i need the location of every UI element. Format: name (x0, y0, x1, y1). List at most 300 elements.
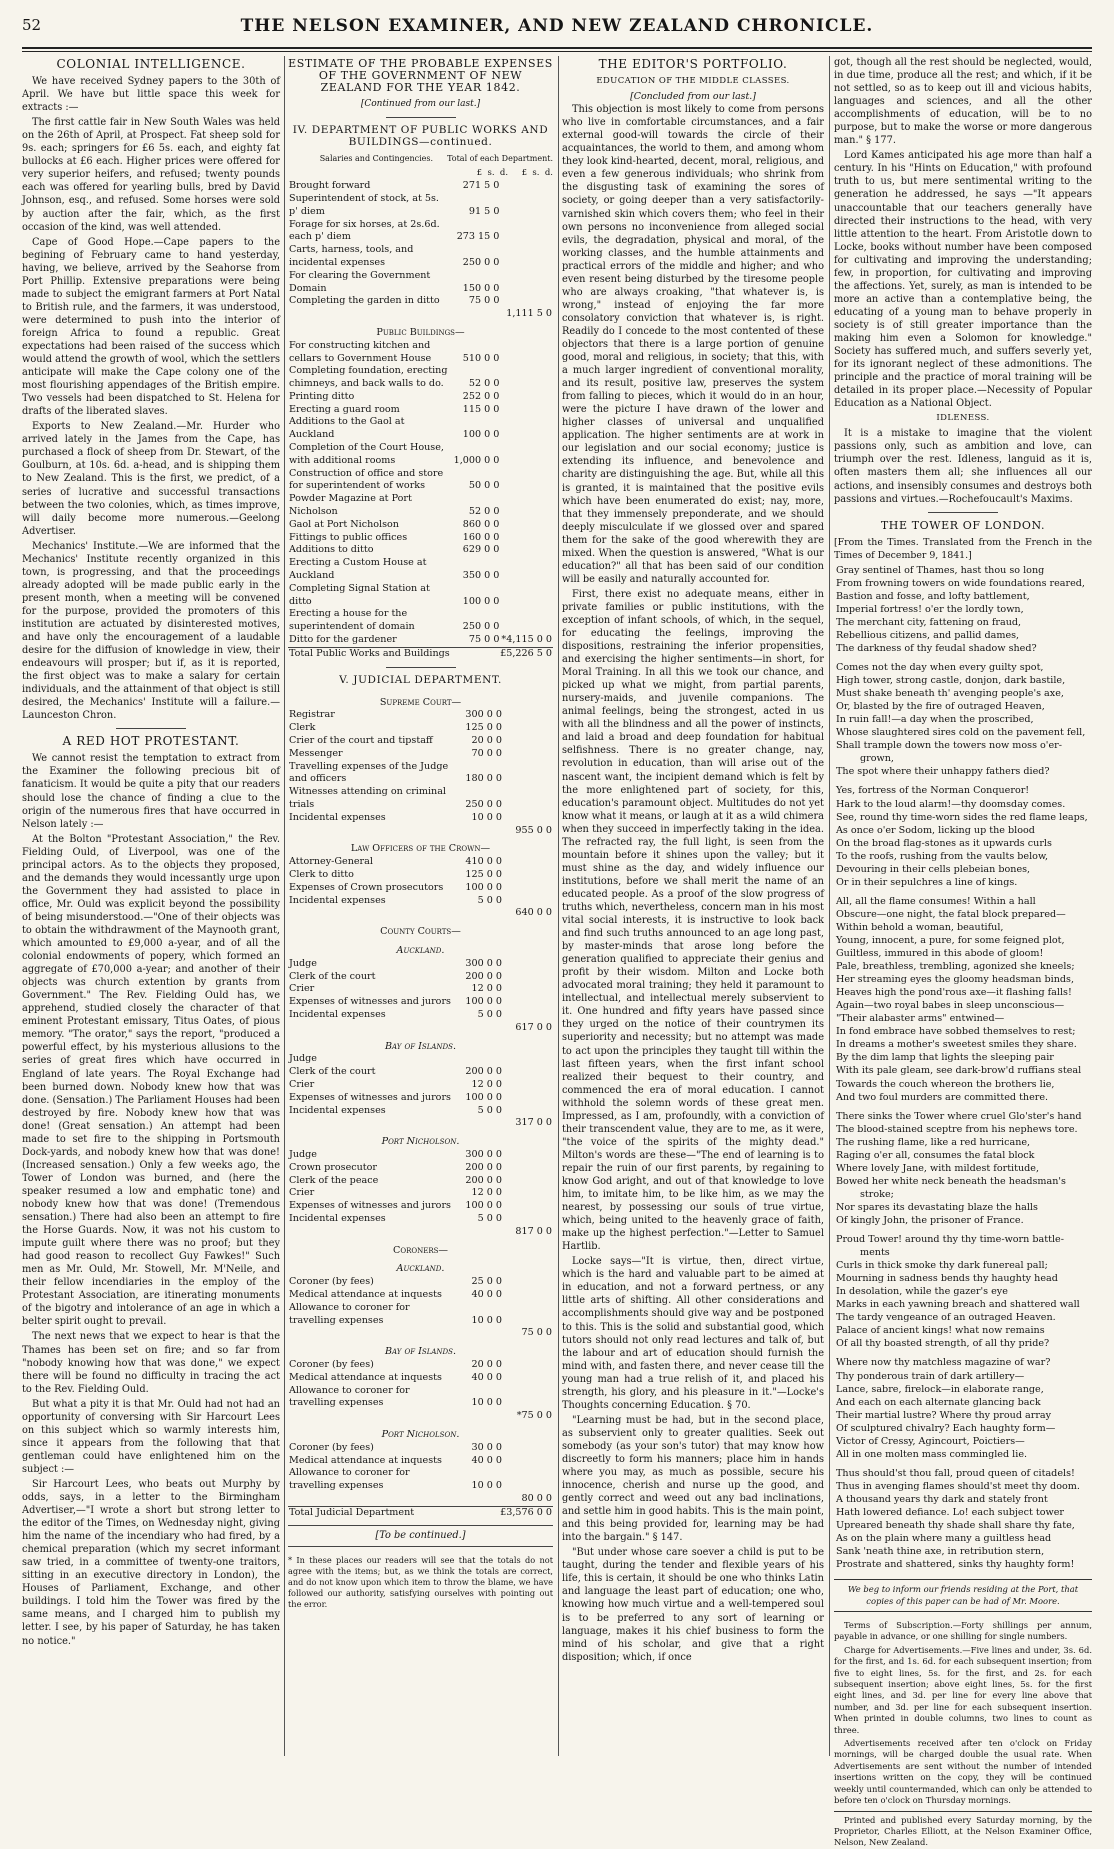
item-amount: 300 0 0 (465, 957, 502, 969)
poem-line: The darkness of thy feudal shadow shed? (836, 643, 1037, 655)
masthead-rule-thin (22, 51, 1092, 52)
article-paragraph: Cape of Good Hope.—Cape papers to the begining of February came to hand yesterday, having, we believe, arrived by the Seahorse from Port Phillip. Extensive preparations were being made to subject the emigrant farmers at Port Natal to British rule, and the farmers, it was understood, were determined to push into the interior of foreign Africa to found a republic. Great expectations had been raised of the success which would attend the growth of wool, which the settlers anticipate will make the Cape colony one of the most flourishing appendages of the British empire. Two vessels had been dispatched to St. Helena for drafts of the liberated slaves. (22, 236, 280, 418)
section-divider (928, 512, 998, 513)
article-paragraph: The first cattle fair in New South Wales was held on the 26th of April, at Prospect. Fat sheep sold for 9s. each; springers for £6 5s. each, and eighty fat bullocks at £6 each. Higher prices were offered for very superior heifers, and refused; twenty pounds each was offered for yearling bulls, bred by David Johnson, esq., and refused. Some horses were sold by auction after the fair, which, as the first occasion of the kind, was well attended. (22, 117, 280, 233)
place-label: Bay of Islands. (384, 1346, 456, 1358)
item-label: Crier (289, 983, 315, 995)
table-row (288, 1493, 553, 1506)
department-total (500, 583, 553, 609)
department-total (500, 608, 553, 634)
department-total-column-header: Total of each Department. (447, 154, 553, 164)
poem-line: In desolation, while the gazer's eye (836, 1286, 1008, 1298)
department-total (503, 983, 553, 996)
item-amount: 350 0 0 (462, 570, 500, 582)
judicial-total (288, 1506, 553, 1520)
table-row (288, 825, 553, 838)
poem-line: Lance, sabre, firelock—in elaborate range, (836, 1383, 1044, 1395)
poem-line: Guiltless, immured in this abode of gloom! (836, 948, 1044, 960)
poem-line: There sinks the Tower where cruel Glo'ster's hand (836, 1110, 1082, 1122)
item-label: Judge (289, 1148, 317, 1160)
department-total (503, 882, 553, 895)
item-amount: 75 0 0 (468, 295, 500, 307)
judicial-total-label: Total Judicial Department (288, 1506, 481, 1519)
poem-line: And each on each alternate glancing back (836, 1396, 1041, 1408)
tower-poem (834, 564, 1092, 1571)
department-total (503, 1200, 553, 1213)
table-row (288, 1372, 553, 1385)
table-row (288, 365, 553, 391)
department-total (503, 1079, 553, 1092)
table-row (288, 722, 553, 735)
department-total: 1,111 5 0 (506, 308, 552, 320)
item-label: Incidental expenses (289, 1009, 386, 1020)
column-rule (829, 56, 830, 1756)
item-label: Carts, harness, tools, and incidental expenses (289, 244, 414, 268)
poem-line: The spot where their unhappy fathers died? (836, 766, 1050, 778)
department-total (500, 180, 553, 193)
poem-line: ments (860, 1247, 890, 1259)
item-amount: 75 0 0 (468, 634, 500, 646)
place-label: Port Nicholson. (381, 1428, 460, 1440)
item-amount: 5 0 0 (477, 1212, 502, 1224)
department-total (500, 544, 553, 557)
item-label: Clerk of the court (289, 1066, 376, 1078)
article-paragraph: We have received Sydney papers to the 30th of April. We have but little space this week for extracts :— (22, 76, 280, 114)
item-label: Completing Signal Station at ditto (289, 582, 430, 607)
item-amount: 629 0 0 (462, 544, 500, 556)
poem-line: To the roofs, rushing from the vaults below, (836, 850, 1049, 862)
department-total (503, 1092, 553, 1105)
article-paragraph: Locke says—"It is virtue, then, direct virtue, which is the hard and valuable part to be aimed at in education, and not a forward pertness, or any little arts of shifting. All other considerations and accomplishments should give way and be postponed to this. This is the solid and substantial good, which tutors should not only read lectures and talk of, but the labour and art of education should furnish the mind with, and fasten there, and never cease till the young man had a true relish of it, and placed his strength, his glory, and his pleasure in it."—Locke's Thoughts concerning Education. § 70. (562, 1256, 824, 1411)
poem-line: The merchant city, fattening on fraud, (836, 616, 1022, 628)
poem-line: The tardy vengeance of an outraged Heaven. (836, 1312, 1056, 1324)
estimate-heading: ESTIMATE OF THE PROBABLE EXPENSES OF THE GOVERNMENT OF NEW ZEALAND FOR THE YEAR 1842. (288, 57, 553, 94)
table-row (288, 270, 553, 296)
poem-line: Hark to the loud alarm!—thy doomsday comes. (836, 798, 1066, 810)
spacer (453, 1226, 503, 1239)
table-row (288, 895, 553, 908)
poem-stanza (836, 1467, 1092, 1571)
department-total (503, 735, 553, 748)
table-row (288, 321, 553, 340)
table-row (288, 1213, 553, 1226)
table-row (288, 748, 553, 761)
article-paragraph: At the Bolton "Protestant Association," the Rev. Fielding Ould, of Liverpool, was one of the principal actors. As to the objects they proposed, and the demands they would incessantly urge upon the Government they had assisted to place in office, Mr. Ould was explicit beyond the possibility of being misunderstood.—"One of their objects was to obtain the withdrawment of the Maynooth grant, which amounted to £9,000 a-year, and of all the colonial endowments of popery, which formed an aggregate of £70,000 a-year; and another of their objects was church extention by grants from Government." The Rev. Fielding Ould has, we apprehend, studied closely the character of that eminent Protestant emissary, Titus Oates, of pious memory. "The orator," says the report, "produced a powerful effect, by his mysterious allusions to the series of great fires which have occurred in England of late years. The Royal Exchange had been burned down. Nobody knew how that was done. (Sensation.) The Parliament Houses had been destroyed by fire. Nobody knew how that was done! (Great sensation.) An attempt had been made to set fire to the shipping in Portsmouth Dock-yards, and nobody knew how that was done! (Increased sensation.) Only a few weeks ago, the Tower of London was burned, and (here the speaker resumed a low and emphatic tone) and nobody knew how that was done! (Tremendous sensation.) There had also been an attempt to fire the Horse Guards. Now, it was not his custom to impute guilt where there was no proof; but they had good reason to recollect Guy Fawkes!" Such men as Mr. Ould, Mr. Stowell, Mr. M'Neile, and their fellow incendiaries in the employ of the Protestant Association, are itinerating monuments of the bigotry and intolerance of an age in which a belter spirit ought to prevail. (22, 833, 280, 1328)
section-divider (386, 667, 456, 668)
spacer (288, 1410, 453, 1423)
poem-line: Thus in avenging flames should'st meet thy doom. (836, 1480, 1080, 1492)
table-row (288, 1442, 553, 1455)
table-row (288, 442, 553, 468)
department-total (503, 1066, 553, 1079)
poem-stanza (836, 1233, 1092, 1350)
department-total (500, 295, 553, 308)
concluded-note: [Concluded from our last.] (630, 91, 756, 103)
table-row (288, 1455, 553, 1468)
table-row (288, 1009, 553, 1022)
department-total (500, 519, 553, 532)
department-total (503, 1289, 553, 1302)
masthead: THE NELSON EXAMINER, AND NEW ZEALAND CHRONICLE. (240, 16, 874, 36)
poem-stanza (836, 895, 1092, 1104)
poem-line: Upreared beneath thy shade shall share thy fate, (836, 1520, 1075, 1532)
item-label: Fittings to public offices (289, 531, 408, 543)
item-label: Coroner (by fees) (289, 1441, 374, 1453)
article-paragraph: The next news that we expect to hear is that the Thames has been set on fire; and so far from "nobody knowing how that was done," we expect there will be found no difficulty in tracing the act to the Rev. Fielding Ould. (22, 1331, 280, 1395)
table-row (288, 1117, 553, 1130)
table-row (288, 869, 553, 882)
table-row (288, 939, 553, 958)
department-total: *4,115 0 0 (501, 634, 552, 646)
item-label: Coroner (by fees) (289, 1276, 374, 1288)
table-row (288, 1359, 553, 1372)
table-row (288, 1092, 553, 1105)
department-total (500, 493, 553, 519)
department-total (503, 786, 553, 812)
poem-line: Gray sentinel of Thames, hast thou so long (836, 564, 1045, 576)
table-row (288, 1467, 553, 1493)
poem-line: Heaves high the pond'rous axe—it flashing falls! (836, 987, 1072, 999)
poem-line: In dreams a mother's sweetest smiles they share. (836, 1039, 1077, 1051)
table-row (288, 1079, 553, 1092)
spacer (453, 1410, 503, 1423)
item-label: Construction of office and store for superintendent of works (289, 467, 444, 492)
poem-line: Young, innocent, a pure, for some feigned plot, (836, 935, 1065, 946)
department-total (500, 391, 553, 404)
item-amount: 1,000 0 0 (453, 454, 500, 466)
item-amount: 12 0 0 (471, 983, 502, 995)
department-total (503, 748, 553, 761)
item-label: Crier (289, 1187, 315, 1199)
poem-line: The rushing flame, like a red hurricane, (836, 1136, 1031, 1148)
poem-line: High tower, strong castle, donjon, dark bastile, (836, 675, 1066, 687)
item-label: Expenses of witnesses and jurors (289, 996, 451, 1008)
item-label: Erecting a house for the superintendent of domain (289, 608, 415, 633)
item-amount: 200 0 0 (465, 1174, 502, 1186)
item-label: For constructing kitchen and cellars to Government House (289, 339, 432, 364)
spacer (288, 907, 453, 920)
department-total (503, 895, 553, 908)
department-total (503, 1162, 553, 1175)
department-total (500, 404, 553, 417)
item-label: Witnesses attending on criminal trials (289, 786, 446, 811)
item-amount: 100 0 0 (465, 1091, 502, 1103)
section-total: 75 0 0 (521, 1327, 552, 1339)
table-row (288, 882, 553, 895)
poem-line: In fond embrace have sobbed themselves to rest; (836, 1026, 1076, 1038)
item-amount: 180 0 0 (465, 773, 502, 785)
item-label: Coroner (by fees) (289, 1358, 374, 1370)
item-amount: 100 0 0 (465, 996, 502, 1008)
item-amount: 30 0 0 (471, 1441, 502, 1453)
spacer (288, 825, 453, 838)
table-row (288, 1302, 553, 1328)
item-label: Medical attendance at inquests (289, 1454, 442, 1466)
item-label: Powder Magazine at Port Nicholson (289, 493, 412, 518)
editors-portfolio-heading: THE EDITOR'S PORTFOLIO. (598, 57, 788, 71)
item-amount: 100 0 0 (462, 429, 500, 441)
item-amount: 200 0 0 (465, 1161, 502, 1173)
poem-stanza (836, 661, 1092, 778)
department-total (503, 996, 553, 1009)
department-total (503, 1455, 553, 1468)
poem-line: Or in their sepulchres a line of kings. (836, 876, 1018, 888)
item-amount: 300 0 0 (465, 709, 502, 721)
department-total (500, 219, 553, 245)
department-total (503, 1187, 553, 1200)
poem-line: Bastion and fosse, and lofty battlement, (836, 590, 1030, 602)
table-row (288, 1175, 553, 1188)
tower-source-note: [From the Times. Translated from the French in the Times of December 9, 1841.] (834, 536, 1092, 561)
page-number: 52 (22, 16, 42, 34)
department-total (500, 557, 553, 583)
table-row (288, 996, 553, 1009)
column-rule (284, 56, 285, 1756)
item-label: Crier of the court and tipstaff (289, 735, 433, 747)
table-row (288, 519, 553, 532)
table-row (288, 1289, 553, 1302)
item-amount: 115 0 0 (462, 403, 500, 415)
to-be-continued: [To be continued.] (288, 1525, 553, 1546)
table-row (288, 295, 553, 308)
red-hot-protestant-heading: A RED HOT PROTESTANT. (62, 734, 240, 749)
poem-line: As once o'er Sodom, licking up the blood (836, 824, 1035, 836)
table-row (288, 709, 553, 722)
poem-line: Her streaming eyes the gloomy headsman binds, (836, 974, 1075, 986)
place-label: Port Nicholson. (381, 1136, 460, 1148)
table-row (288, 404, 553, 417)
table-row (288, 1239, 553, 1258)
item-amount: 252 0 0 (462, 390, 500, 402)
item-label: Incidental expenses (289, 1212, 386, 1224)
department-total (500, 193, 553, 219)
poem-line: Raging o'er all, consumes the fatal block (836, 1149, 1035, 1161)
department-total (503, 1213, 553, 1226)
poem-line: Where lovely Jane, with mildest fortitude, (836, 1162, 1040, 1174)
department-total (503, 1149, 553, 1162)
place-label: Bay of Islands. (384, 1040, 456, 1052)
department-total (503, 1302, 553, 1328)
department-total (503, 971, 553, 984)
item-label: Allowance to coroner for travelling expenses (289, 1384, 410, 1409)
item-label: Completion of the Court House, with additional rooms (289, 442, 444, 466)
poem-line: Shall trample down the towers now moss o'er- (836, 740, 1062, 752)
poem-line: Of all thy boasted strength, of all thy pride? (836, 1338, 1050, 1350)
item-label: Judge (289, 1053, 317, 1065)
item-label: Judge (289, 957, 317, 969)
item-label: Gaol at Port Nicholson (289, 518, 399, 530)
item-label: Attorney-General (289, 856, 373, 868)
article-paragraph: Exports to New Zealand.—Mr. Hurder who arrived lately in the James from the Cape, has purchased a flock of sheep from Dr. Stewart, of the Goulburn, at 10s. 6d. a-head, and is shipping them to New Zealand. This is the first, we predict, of a series of lucrative and successful transactions between the two colonies, which, as times improve, will daily become more numerous.—Geelong Advertiser. (22, 421, 280, 537)
table-row (288, 1130, 553, 1149)
department-total (500, 340, 553, 366)
idleness-paragraph: It is a mistake to imagine that the violent passions only, such as ambition and love, can triumph over the rest. Idleness, languid as it is, often masters them all; she influences all our actions, and insensibly consumes and destroys both passions and virtues.—Rochefoucault's Maxims. (834, 428, 1092, 505)
contingencies-column-header: Salaries and Contingencies. (319, 154, 434, 164)
continued-note: [Continued from our last.] (360, 99, 481, 109)
item-label: Crier (289, 1078, 315, 1090)
article-paragraph: But what a pity it is that Mr. Ould had not had an opportunity of conversing with Sir Harcourt Lees on this subject which so warmly interests him, since it appears from the following that that gentleman could have enlightened him on the subject :— (22, 1398, 280, 1475)
table-row (288, 1226, 553, 1239)
poem-line: Palace of ancient kings! what now remains (836, 1325, 1045, 1337)
item-label: Clerk (289, 722, 316, 734)
section-label: Law Officers of the Crown— (350, 843, 491, 855)
item-label: Travelling expenses of the Judge and officers (289, 760, 449, 785)
poem-line: Mourning in sadness bends thy haughty head (836, 1273, 1058, 1285)
department-total (503, 1175, 553, 1188)
table-row (288, 634, 553, 647)
table-row (288, 907, 553, 920)
education-subheading: EDUCATION OF THE MIDDLE CLASSES. (596, 76, 790, 87)
item-label: Incidental expenses (289, 811, 386, 823)
poem-line: Pale, breathless, trembling, agonized she kneels; (836, 961, 1075, 973)
department-total (500, 270, 553, 296)
poem-line: With its pale gleam, see dark-brow'd ruffians steal (836, 1065, 1082, 1077)
money-units-header: £ s. d. £ s. d. (476, 168, 553, 179)
table-row (288, 1423, 553, 1442)
poem-line: Nor spares its devastating blaze the halls (836, 1201, 1038, 1213)
poem-line: Where now thy matchless magazine of war? (836, 1357, 1051, 1369)
item-label: Registrar (289, 709, 335, 721)
section-total: 617 0 0 (515, 1021, 552, 1033)
poem-line: Devouring in their cells plebeian bones, (836, 863, 1031, 875)
item-label: Clerk of the peace (289, 1174, 379, 1186)
poem-line: Within behold a woman, beautiful, (836, 921, 1004, 933)
table-row (288, 983, 553, 996)
item-label: Erecting a guard room (289, 403, 400, 415)
table-row (288, 1187, 553, 1200)
table-row (288, 544, 553, 557)
table-row (288, 856, 553, 869)
item-label: Erecting a Custom House at Auckland (289, 557, 427, 582)
section-total: 640 0 0 (515, 907, 552, 919)
department-total (500, 468, 553, 494)
table-row (288, 1385, 553, 1411)
section-total: *75 0 0 (516, 1410, 552, 1422)
item-amount: 40 0 0 (471, 1288, 502, 1300)
judicial-total-value: £3,576 0 0 (481, 1506, 553, 1519)
table-row (288, 244, 553, 270)
poem-stanza (836, 1110, 1092, 1227)
article-paragraph: "Learning must be had, but in the second place, as subservient only to greater qualities. Seek out somebody (as your son's tutor) that may know how discreetly to form his manners; place him in hands where you may, as much as possible, secure his innocence, cherish and nurse up the good, and gently correct and weed out any bad inclinations, and settle him in good habits. This is the main point, and this being provided for, learning may be had into the bargain." § 147. (562, 1414, 824, 1544)
item-amount: 100 0 0 (462, 595, 500, 607)
poem-line: See, round thy time-worn sides the red flame leaps, (836, 811, 1088, 823)
department-total (503, 722, 553, 735)
place-label: Auckland. (396, 1263, 445, 1275)
table-row (288, 340, 553, 366)
table-row (288, 1327, 553, 1340)
item-label: Brought forward (289, 180, 371, 192)
section-label: Public Buildings— (376, 326, 465, 338)
item-amount: 10 0 0 (471, 811, 502, 823)
table-row (288, 735, 553, 748)
public-works-total (288, 647, 553, 661)
table-row (288, 532, 553, 545)
poem-line: Rebellious citizens, and pallid dames, (836, 629, 1020, 641)
poem-line: On the broad flag-stones as it upwards curls (836, 837, 1052, 849)
section-total: 317 0 0 (515, 1117, 552, 1129)
table-row (288, 308, 553, 321)
item-amount: 40 0 0 (471, 1454, 502, 1466)
article-paragraph: Sir Harcourt Lees, who beats out Murphy by odds, says, in a letter to the Birmingham Advertiser,—"I wrote a short but strong letter to the editor of the Times, on Wednesday night, giving him the name of the incendiary who had fired, by a chemical preparation (which my secret informant saw tried, in a committee of twenty-one traitors, sitting in an executive directory in London), the Houses of Parliament, Exchange, and other buildings. I told him the Tower was fired by the same means, and I charged him to publish my letter. I see, by his paper of Saturday, he has taken no notice." (22, 1478, 280, 1647)
table-row (288, 691, 553, 710)
spacer (453, 825, 503, 838)
table-row (288, 557, 553, 583)
item-label: Allowance to coroner for travelling expenses (289, 1467, 410, 1492)
poem-line: stroke; (860, 1188, 894, 1200)
department-total (500, 532, 553, 545)
poem-line: All, all the flame consumes! Within a hall (836, 895, 1036, 907)
department-total (503, 812, 553, 825)
spacer (288, 1226, 453, 1239)
department-total (503, 1105, 553, 1118)
spacer (288, 1493, 453, 1506)
poem-line: Their martial lustre? Where thy proud array (836, 1409, 1052, 1421)
judicial-table (288, 691, 553, 1506)
poem-line: Marks in each yawning breach and shattered wall (836, 1299, 1080, 1311)
place-label: Auckland. (396, 945, 445, 957)
item-label: Incidental expenses (289, 894, 386, 906)
spacer (288, 1327, 453, 1340)
department-total (503, 1359, 553, 1372)
item-amount: 125 0 0 (465, 869, 502, 881)
poem-line: Obscure—one night, the fatal block prepared— (836, 908, 1066, 920)
item-amount: 160 0 0 (462, 531, 500, 543)
poem-line: As on the plain where many a guiltless head (836, 1533, 1052, 1545)
item-label: Crown prosecutor (289, 1161, 378, 1173)
table-row (288, 812, 553, 825)
poem-line: Yes, fortress of the Norman Conqueror! (836, 785, 1030, 797)
section-label: Coroners— (393, 1244, 448, 1256)
spacer (453, 1117, 503, 1130)
column-2 (288, 56, 553, 1756)
poem-line: grown, (860, 753, 894, 765)
poem-line: The blood-stained sceptre from his nephews tore. (836, 1123, 1078, 1135)
item-amount: 510 0 0 (462, 352, 500, 364)
printer-imprint: Printed and published every Saturday morning, by the Proprietor, Charles Elliott, at the Nelson Examiner Office, Nelson, New Zealand. (834, 1811, 1092, 1849)
judicial-heading: V. JUDICIAL DEPARTMENT. (339, 673, 502, 686)
table-row (288, 1162, 553, 1175)
item-amount: 125 0 0 (465, 722, 502, 734)
department-total (503, 1009, 553, 1022)
poem-line: Of kingly John, the prisoner of France. (836, 1214, 1024, 1226)
table-row (288, 608, 553, 634)
item-label: Expenses of witnesses and jurors (289, 1200, 451, 1212)
item-label: For clearing the Government Domain (289, 269, 431, 294)
item-amount: 250 0 0 (465, 799, 502, 811)
item-label: Ditto for the gardener (289, 634, 397, 646)
poem-line: Imperial fortress! o'er the lordly town, (836, 603, 1024, 615)
item-label: Clerk to ditto (289, 869, 354, 881)
table-row (288, 1035, 553, 1054)
item-label: Superintendent of stock, at 5s. p' diem (289, 192, 439, 217)
spacer (453, 1493, 503, 1506)
table-row (288, 1257, 553, 1276)
department-total (500, 416, 553, 442)
column-rule (558, 56, 559, 1756)
item-amount: 250 0 0 (462, 621, 500, 633)
department-total (503, 958, 553, 971)
poem-stanza (836, 564, 1092, 655)
item-amount: 273 15 0 (456, 231, 500, 243)
poem-line: Thus should'st thou fall, proud queen of citadels! (836, 1467, 1075, 1479)
poem-line: Whose slaughtered sires cold on the pavement fell, (836, 727, 1086, 739)
poem-line: All in one molten mass commingled lie. (836, 1448, 1028, 1460)
table-row (288, 1276, 553, 1289)
table-row (288, 920, 553, 939)
item-amount: 40 0 0 (471, 1371, 502, 1383)
port-notice: We beg to inform our friends residing at the Port, that copies of this paper can be had of Mr. Moore. (834, 1579, 1092, 1612)
item-amount: 300 0 0 (465, 1148, 502, 1160)
